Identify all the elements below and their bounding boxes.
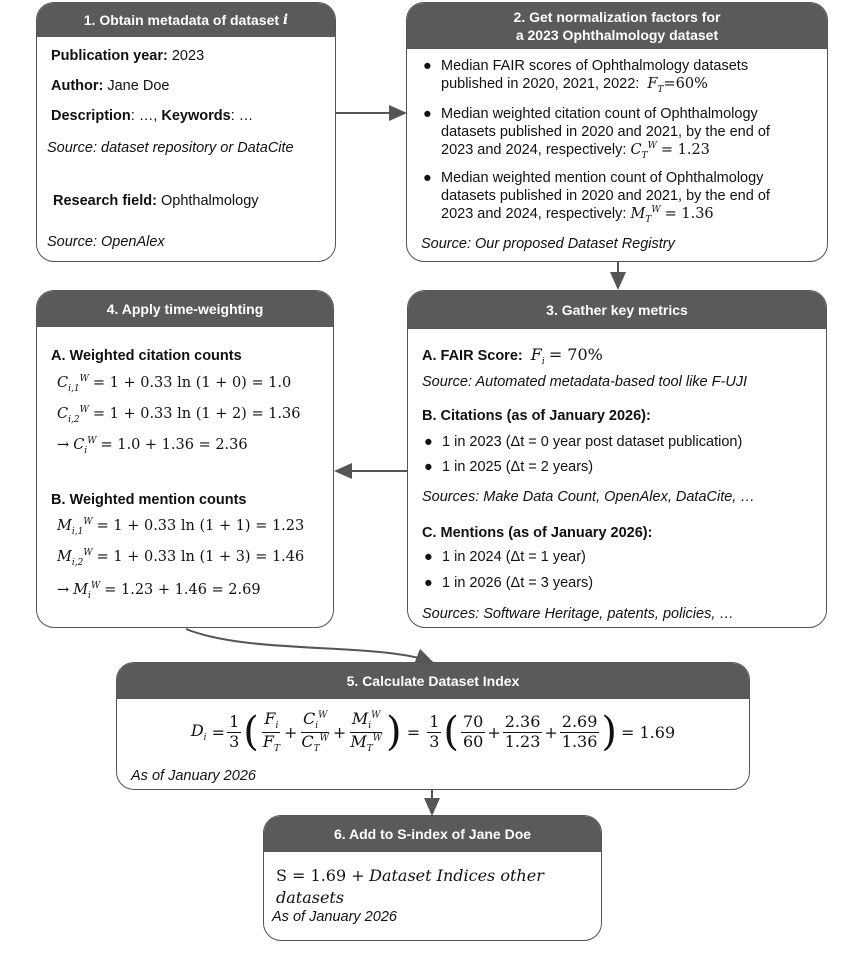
publication-year: Publication year: 2023	[51, 48, 205, 64]
mention-eq-1: $M_{i,1}^W = 1 + 0.33$ ln (1 + 1) = 1.23	[57, 517, 305, 537]
mention-eq-2: $M_{i,2}^W = 1 + 0.33$ ln (1 + 3) = 1.46	[57, 548, 305, 568]
s-index-note: As of January 2026	[272, 909, 397, 925]
citation-eq-1: $C_{i,1}^W = 1 + 0.33$ ln (1 + 0) = 1.0	[57, 374, 292, 394]
box-dataset-index-header	[117, 663, 749, 699]
source-dataset-registry: Source: Our proposed Dataset Registry	[421, 236, 675, 252]
weighted-mention-label: B. Weighted mention counts	[51, 492, 247, 508]
box3-title: 3. Gather key metrics	[546, 301, 688, 318]
bullet-median-fair: ● Median FAIR scores of Ophthalmology datasets published in 2020, 2021, 2022: $F_T=60\%$	[423, 58, 749, 96]
citation-eq-sum: → $C_i^W = 1.0 + 1.36 = 2.36$	[57, 436, 248, 456]
box-key-metrics	[407, 290, 827, 628]
box1-title-var: i	[282, 11, 289, 28]
weighted-citation-label: A. Weighted citation counts	[51, 348, 242, 364]
bullet-median-citation: ● Median weighted citation count of Ophthalmology datasets published in 2020 and 2021, by the end of 2023 and 2024, respectively: $C_T^W = 1.23$	[423, 106, 770, 162]
bullet-median-mention: ● Median weighted mention count of Ophthalmology datasets published in 2020 and 2021, by the end of 2023 and 2024, respectively: $M_T^W = 1.36$	[423, 170, 770, 226]
box-dataset-index	[116, 662, 750, 790]
mention-sources: Sources: Software Heritage, patents, policies, …	[422, 606, 734, 622]
fair-score: A. FAIR Score: $F_i = 70\%$	[422, 345, 603, 368]
box-time-weighting	[36, 290, 334, 628]
description-keywords: Description: …, Keywords: …	[51, 108, 254, 124]
arrow-4-to-5	[186, 629, 432, 662]
box-obtain-metadata-header	[37, 3, 335, 37]
box-time-weighting-header	[37, 291, 333, 327]
dataset-index-note: As of January 2026	[131, 768, 256, 784]
citation-item-1: ● 1 in 2023 (Δt = 0 year post dataset publication)	[424, 434, 743, 450]
box-key-metrics-header	[408, 291, 826, 329]
mention-item-1: ● 1 in 2024 (Δt = 1 year)	[424, 549, 586, 565]
box-s-index-header	[264, 816, 601, 852]
box-obtain-metadata	[36, 2, 336, 262]
mention-item-2: ● 1 in 2026 (Δt = 3 years)	[424, 575, 594, 591]
citation-item-2: ● 1 in 2025 (Δt = 2 years)	[424, 459, 594, 475]
box5-title: 5. Calculate Dataset Index	[346, 672, 520, 689]
research-field: Research field: Ophthalmology	[53, 193, 259, 209]
box6-title: 6. Add to S-index of Jane Doe	[333, 825, 532, 842]
box-normalization-factors	[406, 2, 828, 262]
box-normalization-header	[407, 3, 827, 49]
mentions-label: C. Mentions (as of January 2026):	[422, 525, 653, 541]
box2-title-line2: a 2023 Ophthalmology dataset	[515, 27, 719, 43]
box4-title: 4. Apply time-weighting	[106, 300, 264, 317]
source-repository: Source: dataset repository or DataCite	[47, 140, 294, 156]
mention-eq-sum: → $M_i^W = 1.23 + 1.46 = 2.69$	[57, 581, 261, 601]
box2-title-line1: 2. Get normalization factors for	[513, 8, 721, 25]
citations-label: B. Citations (as of January 2026):	[422, 408, 651, 424]
citation-eq-2: $C_{i,2}^W = 1 + 0.33$ ln (1 + 2) = 1.36	[57, 405, 301, 425]
box-s-index	[263, 815, 602, 941]
box1-title: 1. Obtain metadata of dataset	[83, 11, 280, 28]
citation-sources: Sources: Make Data Count, OpenAlex, DataCite, …	[422, 489, 755, 505]
s-index-formula: S = 1.69 + Dataset Indices other datasets	[276, 866, 544, 907]
author: Author: Jane Doe	[51, 78, 170, 94]
fair-source: Source: Automated metadata-based tool like F-UJI	[422, 374, 748, 390]
dataset-index-formula: $D_i$ = $\frac{1}{3}$ ( $\frac{F_i}{F_T}$ + $\frac{C_i^W}{C_T^W}$ + $\frac{M_i^W}{M_T^W}$ ) = $\frac{1}{3}$ ( $\frac{70}{60}$ + $\frac{2.36}{1.23}$ + $\frac{2.69}{1.36}$ ) = 1.69	[190, 708, 676, 755]
source-openalex: Source: OpenAlex	[47, 234, 165, 250]
